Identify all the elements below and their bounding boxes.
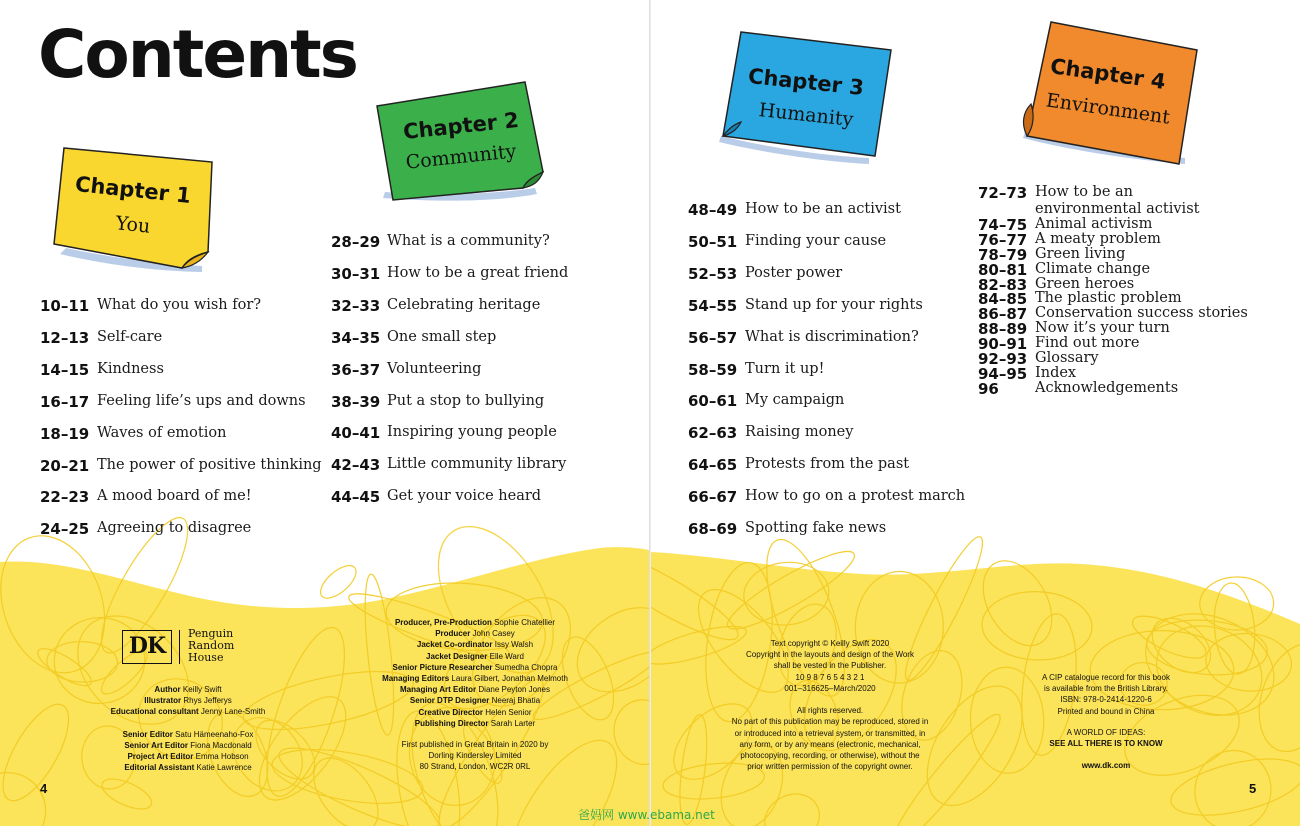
chapter-4-label: Chapter 4 [1048,54,1168,94]
toc-page-range: 86–87 [978,305,1028,324]
toc-page-range: 48–49 [688,201,738,219]
toc-entry[interactable] [331,329,631,359]
toc-page-range: 44–45 [331,488,381,507]
toc-entry[interactable] [688,488,978,518]
credit-role: Managing Art Editor [400,685,477,695]
toc-entry-title: How to go on a protest march [745,488,966,505]
credit-row [88,751,288,762]
toc-entry-title: Animal activism [1035,215,1153,232]
toc-page-range: 54–55 [688,296,738,315]
toc-entry-title: Finding your cause [745,232,887,249]
toc-entry-title: Raising money [745,424,854,441]
toc-page-range: 72–73 [978,184,1028,202]
credit-name: Sarah Larter [490,718,536,728]
toc-entry-title: The power of positive thinking [97,456,322,473]
toc-page-range: 14–15 [40,360,90,379]
prh-line: Random [188,639,235,652]
first-published-line: Dorling Kindersley Limited [428,751,522,761]
toc-page-range: 42–43 [331,456,381,475]
credit-row [88,718,288,729]
credit-row [360,684,590,695]
toc-entry-title: How to be an activist [745,201,901,217]
toc-page-range: 30–31 [331,264,381,283]
credit-row [88,762,288,773]
text-line: is available from the British Library. [1044,684,1168,694]
toc-entry-title: Conservation success stories [1035,305,1248,322]
first-published-line: First published in Great Britain in 2020 by [401,740,549,749]
first-published-line: 80 Strand, London, WC2R 0RL [419,762,531,772]
credit-role: Author [154,685,181,694]
toc-entry-title: My campaign [745,392,845,409]
credit-row [360,628,590,639]
chapter-1-sticky-note [52,144,214,274]
toc-entry-title: Self-care [97,328,163,345]
credit-row [360,673,590,684]
text-line [710,694,950,705]
credits-left-column [88,684,288,774]
toc-entry[interactable] [688,265,978,295]
toc-entry[interactable] [688,201,978,231]
credit-name: Elle Ward [489,651,524,661]
credit-row [360,617,590,628]
toc-page-range: 20–21 [40,456,90,475]
chapter-2-label: Chapter 2 [401,107,520,145]
toc-entry-title: Now it’s your turn [1035,320,1170,337]
toc-entry[interactable] [331,456,631,486]
toc-entry[interactable] [688,297,978,327]
toc-entry-title: Agreeing to disagree [97,520,252,537]
credit-role: Project Art Editor [127,752,194,762]
copyright-notice [710,638,950,772]
toc-page-range: 18–19 [40,424,90,443]
toc-page-range: 16–17 [40,392,90,411]
text-line: or introduced into a retrieval system, or transmitted, in [734,728,926,738]
text-line: No part of this publication may be reproduced, stored in [731,717,929,727]
toc-entry[interactable] [40,297,330,327]
credit-role: Publishing Director [414,718,489,728]
toc-entry-title: Green living [1035,245,1126,262]
credit-name: Neeraj Bhatia [491,696,541,706]
toc-entry[interactable] [978,380,1278,410]
text-line: prior written permission of the copyright owner. [747,762,913,772]
credit-role: Editorial Assistant [124,763,195,773]
toc-entry-title: How to be a great friend [387,264,569,281]
toc-entry-title: What is discrimination? [745,328,919,345]
toc-entry[interactable] [331,233,631,263]
watermark: 爸妈网 www.ebama.net [578,808,715,822]
toc-entry-title: Kindness [97,360,164,377]
first-published-note [360,739,590,773]
credit-row [88,706,288,717]
prh-line: Penguin [188,627,234,640]
toc-page-range: 22–23 [40,488,90,507]
toc-entry[interactable] [331,424,631,454]
text-line: 001–316625–March/2020 [784,683,876,693]
toc-page-range: 74–75 [978,215,1028,234]
credit-role: Senior Picture Researcher [392,662,493,672]
toc-page-range: 56–57 [688,328,738,347]
credit-row [360,662,590,673]
toc-entry-title: A mood board of me! [97,488,252,505]
toc-page-range: 76–77 [978,230,1028,249]
toc-entry-title: How to be an environmental activist [1035,184,1200,217]
chapter-2-name: Community [404,140,518,174]
credit-row [360,651,590,662]
toc-page-range: 80–81 [978,260,1028,279]
toc-page-range: 36–37 [331,360,381,379]
chapter-1-toc [40,297,330,557]
toc-entry[interactable] [688,424,978,454]
credit-name: Fiona Macdonald [190,741,252,751]
toc-page-range: 84–85 [978,290,1028,309]
toc-entry-title: What do you wish for? [97,297,262,313]
dk-prh-logo [122,627,242,666]
credit-name: Sophie Chatellier [494,618,556,627]
toc-page-range: 58–59 [688,360,738,379]
toc-entry-title: Inspiring young people [387,424,557,441]
toc-entry-title: Poster power [745,264,843,281]
chapter-4-toc [978,184,1278,604]
credit-role: Educational consultant [110,707,199,717]
credit-row [360,639,590,650]
dk-website[interactable]: www.dk.com [1081,761,1131,770]
toc-entry[interactable] [40,425,330,455]
page-number-left: 4 [40,781,48,796]
toc-page-range: 64–65 [688,456,738,475]
credit-row [88,695,288,706]
chapter-3-toc [688,201,978,551]
toc-page-range: 32–33 [331,296,381,315]
toc-entry-title: The plastic problem [1035,290,1182,307]
toc-entry[interactable] [688,392,978,422]
toc-entry-title: Turn it up! [745,360,825,377]
toc-entry-title: One small step [387,328,497,345]
toc-entry-title: Feeling life’s ups and downs [97,392,306,409]
toc-entry-title: Protests from the past [745,456,910,473]
credit-name: Laura Gilbert, Jonathan Melmoth [451,674,568,684]
toc-entry[interactable] [688,456,978,486]
toc-entry-title: Volunteering [387,360,482,377]
toc-entry-title: What is a community? [387,233,550,249]
text-line: All rights reserved. [796,706,864,716]
chapter-2-toc [331,233,631,533]
toc-entry-title: Find out more [1035,335,1140,352]
credit-row [360,707,590,718]
credit-name: John Casey [472,629,515,639]
toc-entry-title: Get your voice heard [387,488,542,505]
prh-line: House [188,651,224,664]
credit-name: Keilly Swift [182,685,222,694]
chapter-3-sticky-note [719,30,893,164]
credit-name: Diane Peyton Jones [478,685,550,695]
dk-logo-mark: DK [122,630,172,664]
toc-entry-title: Green heroes [1035,275,1135,292]
toc-page-range: 24–25 [40,520,90,539]
toc-page-range: 12–13 [40,328,90,347]
toc-entry[interactable] [688,361,978,391]
toc-entry[interactable] [688,233,978,263]
penguin-random-house-wordmark [188,628,234,664]
chapter-1-label: Chapter 1 [73,171,192,209]
right-page [651,0,1300,826]
credit-row [88,729,288,740]
toc-page-range: 50–51 [688,232,738,251]
toc-page-range: 90–91 [978,335,1028,354]
chapter-4-name: Environment [1044,89,1172,129]
logo-divider [179,630,180,664]
text-line: any form, or by any means (electronic, mechanical, [739,739,921,749]
credit-name: Satu Hämeenaho-Fox [175,729,254,739]
scribble-loop [315,560,361,604]
toc-page-range: 10–11 [40,297,90,315]
contents-title: Contents [38,16,357,93]
toc-page-range: 78–79 [978,245,1028,264]
toc-page-range: 94–95 [978,364,1028,383]
toc-entry-title: Celebrating heritage [387,296,541,313]
credit-name: Katie Lawrence [196,763,252,773]
toc-page-range: 66–67 [688,488,738,507]
credit-role: Creative Director [418,707,483,717]
toc-entry[interactable] [978,184,1278,217]
toc-page-range: 52–53 [688,264,738,283]
credit-name: Issy Walsh [494,640,534,650]
toc-entry[interactable] [331,488,631,518]
credit-role: Senior DTP Designer [409,696,490,706]
text-line: 10 9 8 7 6 5 4 3 2 1 [795,672,865,682]
toc-entry[interactable] [40,393,330,423]
toc-entry-title: Glossary [1035,350,1099,366]
text-line: A CIP catalogue record for this book [1042,673,1170,682]
toc-entry-title: A meaty problem [1035,230,1161,247]
text-line: Printed and bound in China [1057,706,1155,716]
credit-name: Sumedha Chopra [494,662,558,672]
chapter-2-sticky-note [375,80,547,204]
toc-entry[interactable] [40,361,330,391]
toc-page-range: 82–83 [978,275,1028,294]
credits-right-column [360,617,590,729]
chapter-3-label: Chapter 3 [746,63,865,101]
page-number-right: 5 [1249,781,1257,796]
toc-entry-title: Waves of emotion [97,424,227,441]
toc-page-range: 60–61 [688,392,738,411]
toc-entry[interactable] [40,520,330,550]
chapter-4-sticky-note [1017,20,1199,166]
credit-role: Jacket Designer [426,651,488,661]
toc-entry[interactable] [40,329,330,359]
credit-row [88,684,288,695]
text-line: photocopying, recording, or otherwise), without the [740,751,920,761]
toc-entry[interactable] [40,457,330,487]
text-line: ISBN: 978-0-2414-1220-6 [1060,695,1152,705]
credit-name: Rhys Jefferys [183,696,232,706]
credit-row [360,718,590,729]
credit-name: Emma Hobson [195,752,249,762]
credit-row [360,695,590,706]
toc-entry-title: Little community library [387,456,567,473]
tagline-line: A WORLD OF IDEAS: [1066,728,1146,737]
credit-name: Jenny Lane-Smith [200,707,266,717]
toc-entry[interactable] [331,361,631,391]
text-line: shall be vested in the Publisher. [773,661,887,671]
toc-entry-title: Climate change [1035,260,1151,277]
credit-role: Senior Art Editor [124,741,189,751]
toc-page-range: 88–89 [978,320,1028,339]
text-line: Copyright in the layouts and design of the Work [746,650,914,660]
credit-role: Managing Editors [382,674,450,684]
toc-page-range: 62–63 [688,424,738,443]
left-page [0,0,649,826]
toc-entry-title: Spotting fake news [745,520,887,536]
toc-entry[interactable] [331,297,631,327]
text-line: Text copyright © Keilly Swift 2020 [770,639,890,648]
toc-page-range: 34–35 [331,328,381,347]
dk-tagline [1006,727,1206,749]
toc-page-range: 92–93 [978,350,1028,368]
toc-entry[interactable] [688,520,978,550]
toc-entry[interactable] [331,393,631,423]
chapter-3-name: Humanity [757,99,855,131]
toc-entry[interactable] [331,265,631,295]
credit-role: Producer [435,629,471,639]
credit-role: Illustrator [144,696,182,706]
toc-page-range: 40–41 [331,424,381,443]
tagline-line: SEE ALL THERE IS TO KNOW [1049,739,1163,749]
toc-page-range: 28–29 [331,233,381,251]
toc-page-range: 68–69 [688,520,738,538]
chapter-1-name: You [114,212,152,238]
toc-entry[interactable] [688,329,978,359]
toc-entry[interactable] [40,488,330,518]
toc-entry-title: Stand up for your rights [745,296,923,313]
cip-record [1006,672,1206,717]
toc-entry-title: Put a stop to bullying [387,392,545,409]
credit-role: Senior Editor [122,729,173,739]
toc-entry-title: Acknowledgements [1035,379,1179,396]
toc-entry-title: Index [1035,364,1077,381]
credit-row [88,740,288,751]
credit-name: Helen Senior [485,707,532,717]
toc-page-range: 96 [978,379,999,398]
toc-page-range: 38–39 [331,392,381,411]
credit-role: Producer, Pre-Production [394,618,492,627]
credit-role: Jacket Co-ordinator [416,640,493,650]
